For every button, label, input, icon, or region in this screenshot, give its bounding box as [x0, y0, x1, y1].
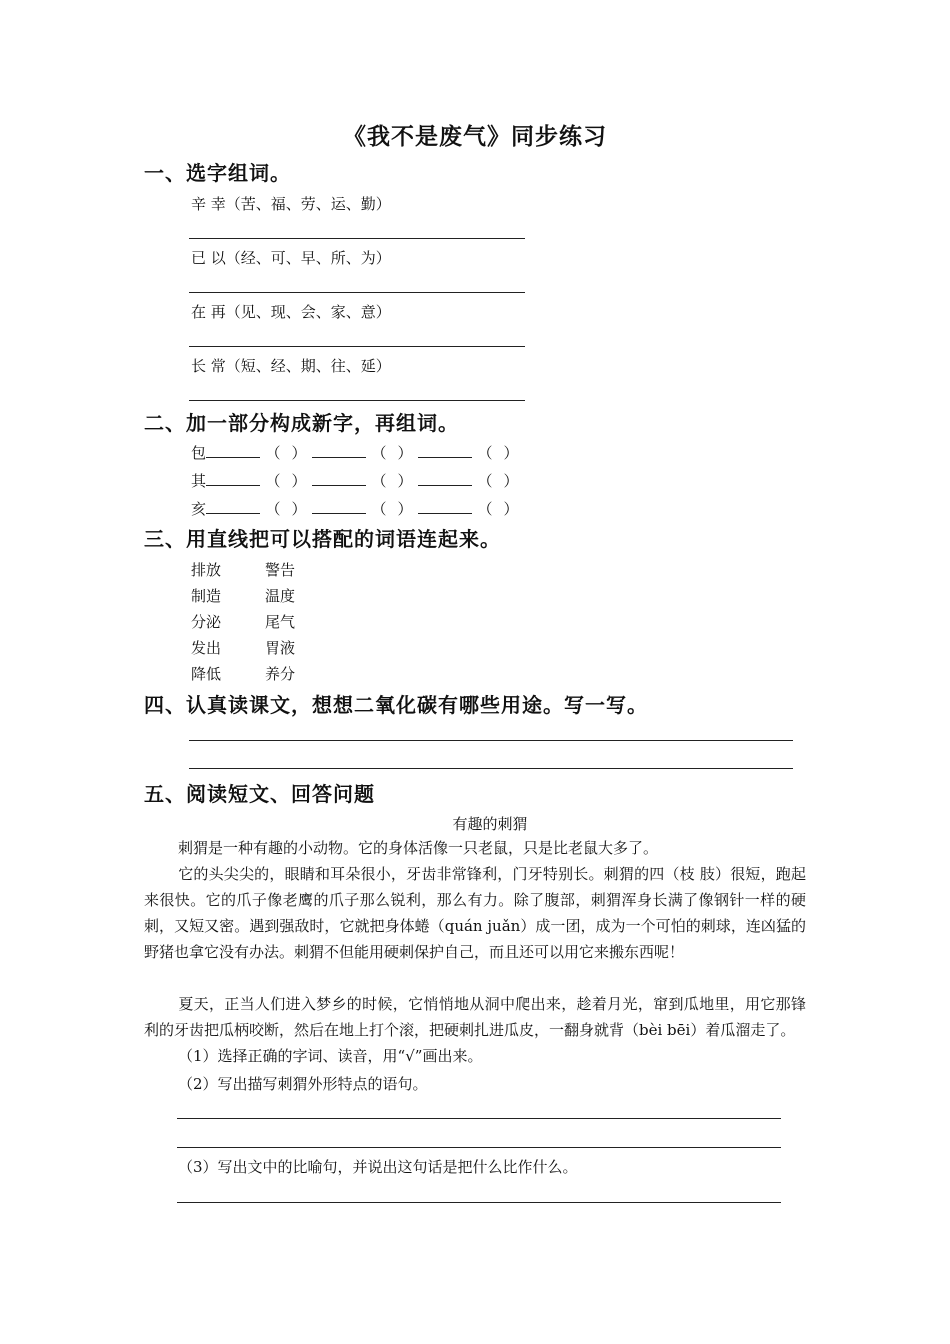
- section-5-heading: 五、阅读短文、回答问题: [144, 782, 375, 806]
- page-title: 《我不是废气》同步练习: [343, 123, 607, 150]
- question-2: （2）写出描写刺猬外形特点的语句。: [178, 1075, 428, 1093]
- answer-line: [189, 740, 793, 741]
- blank-line: [206, 442, 260, 458]
- question-3: （3）写出文中的比喻句，并说出这句话是把什么比作什么。: [178, 1158, 578, 1176]
- section-3-heading: 三、用直线把可以搭配的词语连起来。: [144, 527, 501, 551]
- s2-char: 其: [191, 472, 207, 490]
- answer-line: [177, 1118, 781, 1119]
- story-paragraph-1: 刺猬是一种有趣的小动物。它的身体活像一只老鼠，只是比老鼠大多了。: [178, 839, 659, 857]
- blank-line: [206, 470, 260, 486]
- s1-item-1: 辛 幸（苦、福、劳、运、勤）: [191, 195, 391, 213]
- answer-line: [177, 1147, 781, 1148]
- blank-line: [418, 498, 472, 514]
- answer-line: [177, 1202, 781, 1203]
- blank-line: [312, 442, 366, 458]
- s2-row: 包 （ ） （ ） （ ）: [191, 444, 519, 462]
- s1-item-4: 长 常（短、经、期、往、延）: [191, 357, 391, 375]
- answer-line: [189, 238, 525, 239]
- section-4-heading: 四、认真读课文，想想二氧化碳有哪些用途。写一写。: [144, 693, 648, 717]
- section-1-heading: 一、选字组词。: [144, 161, 291, 185]
- blank-line: [312, 498, 366, 514]
- blank-line: [206, 498, 260, 514]
- section-2-heading: 二、加一部分构成新字，再组词。: [144, 411, 459, 435]
- s1-item-3: 在 再（见、现、会、家、意）: [191, 303, 391, 321]
- s2-row: 亥 （ ） （ ） （ ）: [191, 500, 519, 518]
- s1-item-2: 已 以（经、可、早、所、为）: [191, 249, 391, 267]
- match-row: 排放 警告: [191, 561, 296, 579]
- blank-line: [418, 470, 472, 486]
- match-row: 降低 养分: [191, 665, 296, 683]
- answer-line: [189, 292, 525, 293]
- blank-line: [418, 442, 472, 458]
- match-row: 分泌 尾气: [191, 613, 296, 631]
- story-paragraph-2: 它的头尖尖的，眼睛和耳朵很小，牙齿非常锋利，门牙特别长。刺猬的四（枝 肢）很短，跑起来很快。它的爪子像老鹰的爪子那么锐利，那么有力。除了腹部，刺猬浑身长满了像钢针一样的硬刺，又短又密。遇到强敌时，它就把身体蜷（quán juǎn）成一团，成为一个可怕的刺球，连凶猛的野猪也拿它没有办法。刺猬不但能用硬刺保护自己，而且还可以用它来搬东西呢！: [144, 865, 806, 961]
- answer-line: [189, 768, 793, 769]
- answer-line: [189, 400, 525, 401]
- answer-line: [189, 346, 525, 347]
- match-row: 发出 胃液: [191, 639, 296, 657]
- s2-char: 包: [191, 444, 207, 462]
- s2-char: 亥: [191, 500, 207, 518]
- blank-line: [312, 470, 366, 486]
- story-paragraph-3: 夏天，正当人们进入梦乡的时候，它悄悄地从洞中爬出来，趁着月光，窜到瓜地里，用它那锋利的牙齿把瓜柄咬断，然后在地上打个滚，把硬刺扎进瓜皮，一翻身就背（bèi bēi）着瓜溜走了。: [144, 995, 806, 1039]
- question-1: （1）选择正确的字词、读音，用“√”画出来。: [178, 1047, 483, 1065]
- s2-row: 其 （ ） （ ） （ ）: [191, 472, 519, 490]
- story-title: 有趣的刺猬: [452, 815, 528, 833]
- match-row: 制造 温度: [191, 587, 296, 605]
